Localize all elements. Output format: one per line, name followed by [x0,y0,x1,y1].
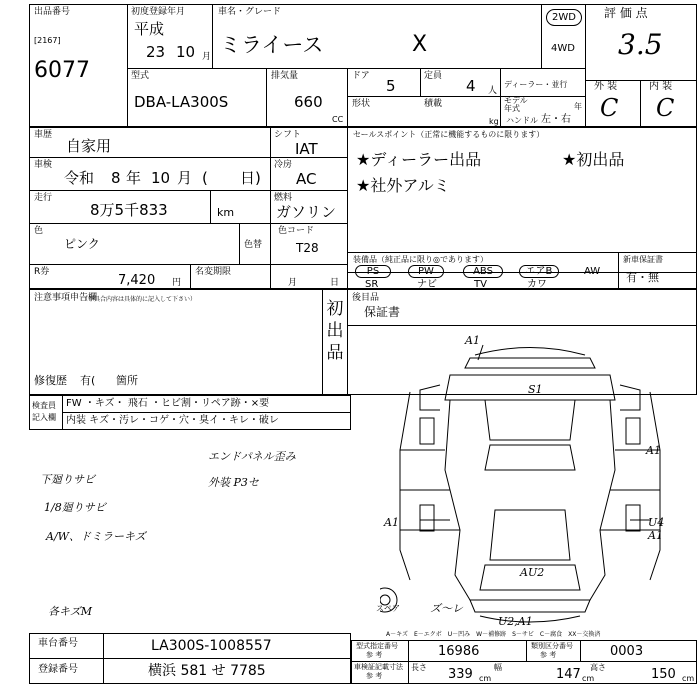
chassis-number: LA300S-1008557 [151,638,272,654]
inspector-row-interior: 内装 キズ・汚レ・コゲ・穴・臭イ・キレ・破レ [66,415,279,426]
height-label: 高さ [590,663,606,672]
handle-value: 左・右 [541,114,571,125]
grade: X [412,32,428,57]
registration-year: 23 [146,43,166,61]
length-unit: cm [479,674,492,683]
capacity: 4 [466,77,476,95]
first-listing-stamp: 初出品 [326,299,344,363]
inspector-row-exterior: FW ・キズ・ 飛石 ・ヒビ割・リペア跡・×要 [66,398,270,409]
history-label: 車歴 [34,130,53,140]
lot-number: 6077 [34,58,90,83]
note-ext-p3: 外装 P3セ [208,476,259,489]
equip-aw: AW [584,266,601,277]
day-unit: 日) [240,169,261,187]
note-misc: 各キズM [48,605,93,618]
model-year-label: モデル 年式 [504,96,528,113]
lot-label: 出品番号 [34,7,71,17]
damage-legend: A－キズ E－エクボ U－凹み W－補修跡 S－サビ C－腐食 XX－交換済 [386,631,601,638]
vehicle-damage-diagram [380,330,680,630]
length-label: 長さ [411,663,427,672]
mark-a1-right: A1 [646,444,661,457]
equip-tv: TV [474,279,487,290]
category-label: 類別区分番号 [531,642,573,650]
cert-sub: 参 考 [366,672,383,680]
registration-label: 初度登録年月 [131,7,186,17]
caution-sub: （不具合内容は具体的に記入して下さい） [82,296,197,303]
capacity-unit: 人 [488,86,498,96]
color-change-label: 色替 [244,240,263,250]
car-name: ミライース [220,33,324,57]
warranty: 有・無 [626,271,659,284]
equipment-label: 装備品（純正品に限り◎であります） [353,255,488,264]
car-name-label: 車名・グレード [218,7,282,17]
month-unit: 月 [202,52,212,62]
registration-era: 平成 [134,20,165,38]
capacity-label: 定員 [424,71,443,81]
selling-point-dealer: ★ディーラー出品 [356,150,482,169]
mark-s1: S1 [528,383,543,396]
mileage-unit: km [217,206,235,219]
mark-xu: ズ～レ [430,602,463,615]
type-sub: 参 考 [366,651,383,659]
type-number: 16986 [438,644,480,659]
inspector-label-2: 記入欄 [32,413,56,422]
handle-label: ハンドル [506,116,538,125]
repair-label: 修復歴 [34,374,67,387]
history: 自家用 [66,137,112,155]
load-label: 積載 [424,99,443,109]
color-label: 色 [34,226,44,236]
length: 339 [448,667,473,682]
load-unit: kg [489,117,499,126]
color: ピンク [64,237,100,251]
fuel: ガソリン [276,203,337,221]
drive-2wd: 2WD [546,9,582,26]
caution-label: 注意事項申告欄 [34,293,98,303]
shaken-month: 10 [151,169,171,187]
shaken-year-unit: 年 [126,169,142,187]
ac: AC [296,170,317,188]
mark-a1-top: A1 [465,334,480,347]
year-unit: 年 [574,102,582,111]
equip-pw: PW [408,265,444,278]
shape-label: 形状 [352,99,371,109]
fuel-label: 燃料 [274,193,293,203]
shift: IAT [295,140,318,158]
warranty-label: 新車保証書 [623,255,663,264]
equip-abs: ABS [463,265,503,278]
color-code: T28 [296,241,319,255]
cert-label: 車検証記載寸法 [354,663,403,671]
category-sub: 参 考 [540,651,557,659]
ac-label: 冷房 [274,160,293,170]
selling-point-alloy: ★社外アルミ [356,176,450,195]
rear-label: 後目品 [352,293,380,303]
note-under-rust: 下廻りサビ [40,473,95,486]
interior-label: 内 装 [649,81,673,92]
equip-sr: SR [365,279,379,290]
category-number: 0003 [610,644,644,659]
model-code: DBA-LA300S [134,93,229,111]
score: 3.5 [618,28,663,61]
inspector-label-1: 検査員 [32,401,56,410]
width-unit: cm [582,674,595,683]
day-paren: ( [202,169,208,187]
repair-unit: 箇所 [116,374,138,387]
selling-points-label: セールスポイント（正常に機能するものに限ります） [353,130,545,139]
note-mirror: A/W、ドミラーキズ [46,530,146,543]
width: 147 [556,667,581,682]
height: 150 [651,667,676,682]
displacement: 660 [294,93,323,111]
note-half-rust: 1/8廻りサビ [44,501,106,514]
name-change-label: 名変期限 [195,267,232,277]
footer-right [351,640,697,684]
registration-month: 10 [176,43,196,61]
mileage-label: 走行 [34,193,53,203]
chassis-label: 車台番号 [38,638,78,649]
mark-a1-left: A1 [384,516,399,529]
exterior-label: 外 装 [594,81,618,92]
color-code-label: 色コード [278,226,315,236]
mileage: 8万5千833 [90,201,168,219]
lot-code: [2167] [34,36,61,45]
mark-u4-a1: U4 A1 [648,516,665,542]
spare-label: スペア [376,604,400,613]
score-label: 評 価 点 [604,6,648,20]
note-end-panel: エンドパネル歪み [208,450,296,463]
model-label: 型式 [131,71,150,81]
plate-label: 登録番号 [38,664,78,675]
selling-point-first: ★初出品 [562,150,625,169]
shaken-month-unit: 月 [177,169,193,187]
equip-ps: PS [355,265,391,278]
doors: 5 [386,77,396,95]
type-label: 型式指定番号 [356,642,398,650]
equip-airbag: エアB [519,265,559,278]
shaken-label: 車検 [34,160,53,170]
plate-number: 横浜 581 せ 7785 [148,663,266,679]
drive-4wd: 4WD [551,43,575,54]
dealer-label: ディーラー・並行 [504,80,568,89]
shift-label: シフト [274,130,302,140]
exterior-grade: C [600,94,619,122]
doors-label: ドア [352,71,370,81]
equip-leather: カワ [527,279,547,290]
recycle-amount: 7,420 [118,273,156,288]
rear-value: 保証書 [364,305,401,319]
equip-navi: ナビ [417,279,437,290]
interior-grade: C [656,94,675,122]
recycle-label: R券 [34,267,50,277]
width-label: 幅 [494,663,502,672]
shaken-year: 8 [111,169,121,187]
name-change-month: 月 [288,278,298,288]
name-change-day: 日 [330,278,340,288]
height-unit: cm [682,674,695,683]
shaken-era: 令和 [64,169,95,187]
repair-value: 有( [80,374,96,387]
mark-u2-a1: U2,A1 [498,615,533,628]
mark-au2: AU2 [520,566,545,579]
displacement-unit: CC [332,115,344,124]
displacement-label: 排気量 [271,71,299,81]
yen: 円 [172,278,182,288]
